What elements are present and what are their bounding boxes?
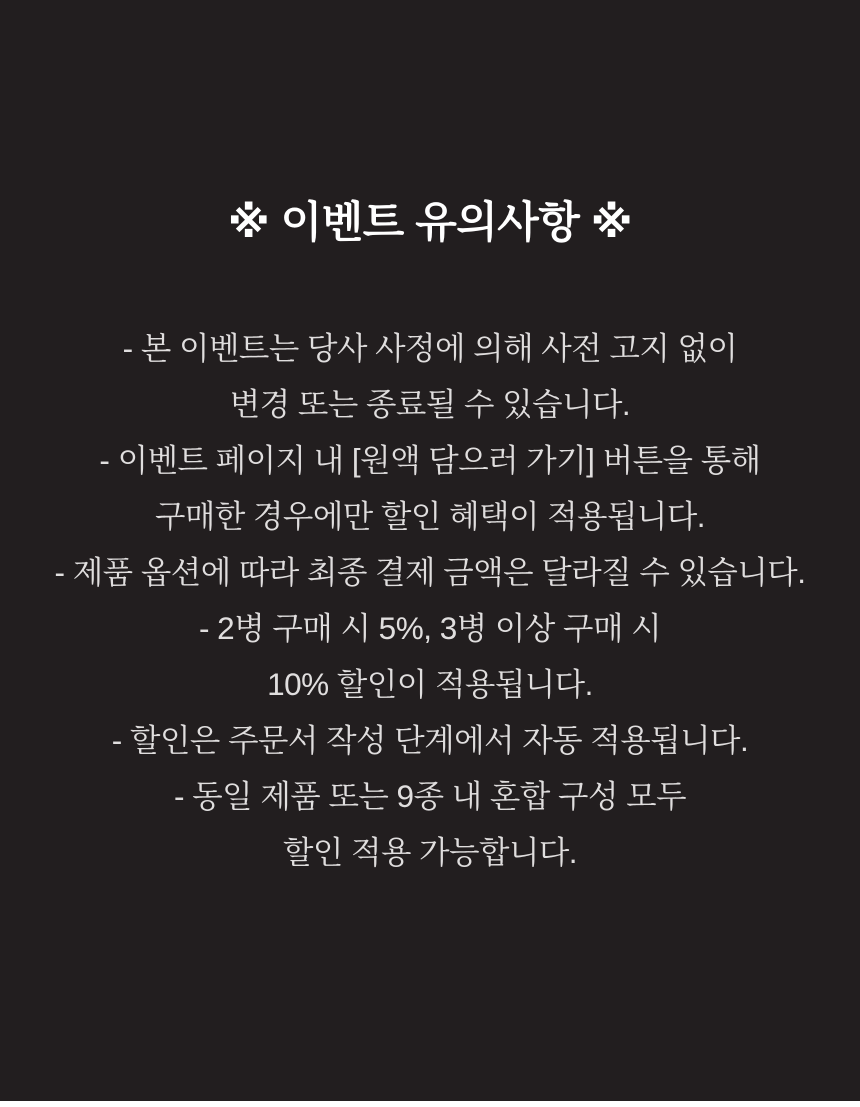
bottom-divider	[0, 1101, 860, 1107]
notice-line: - 할인은 주문서 작성 단계에서 자동 적용됩니다.	[111, 722, 749, 758]
notice-line: 할인 적용 가능합니다.	[282, 834, 578, 870]
notice-line: - 동일 제품 또는 9종 내 혼합 구성 모두	[173, 778, 687, 814]
notice-line: 10% 할인이 적용됩니다.	[267, 666, 593, 702]
notice-line: - 이벤트 페이지 내 [원액 담으러 가기] 버튼을 통해	[99, 442, 761, 478]
notice-line: - 2병 구매 시 5%, 3병 이상 구매 시	[198, 610, 662, 646]
notice-line: 변경 또는 종료될 수 있습니다.	[229, 386, 631, 422]
notice-line: - 제품 옵션에 따라 최종 결제 금액은 달라질 수 있습니다.	[54, 554, 806, 590]
notice-body	[20, 320, 840, 880]
notice-line: 구매한 경우에만 할인 혜택이 적용됩니다.	[154, 498, 706, 534]
notice-line: - 본 이벤트는 당사 사정에 의해 사전 고지 없이	[122, 330, 738, 366]
notice-title: ※ 이벤트 유의사항 ※	[227, 199, 633, 247]
